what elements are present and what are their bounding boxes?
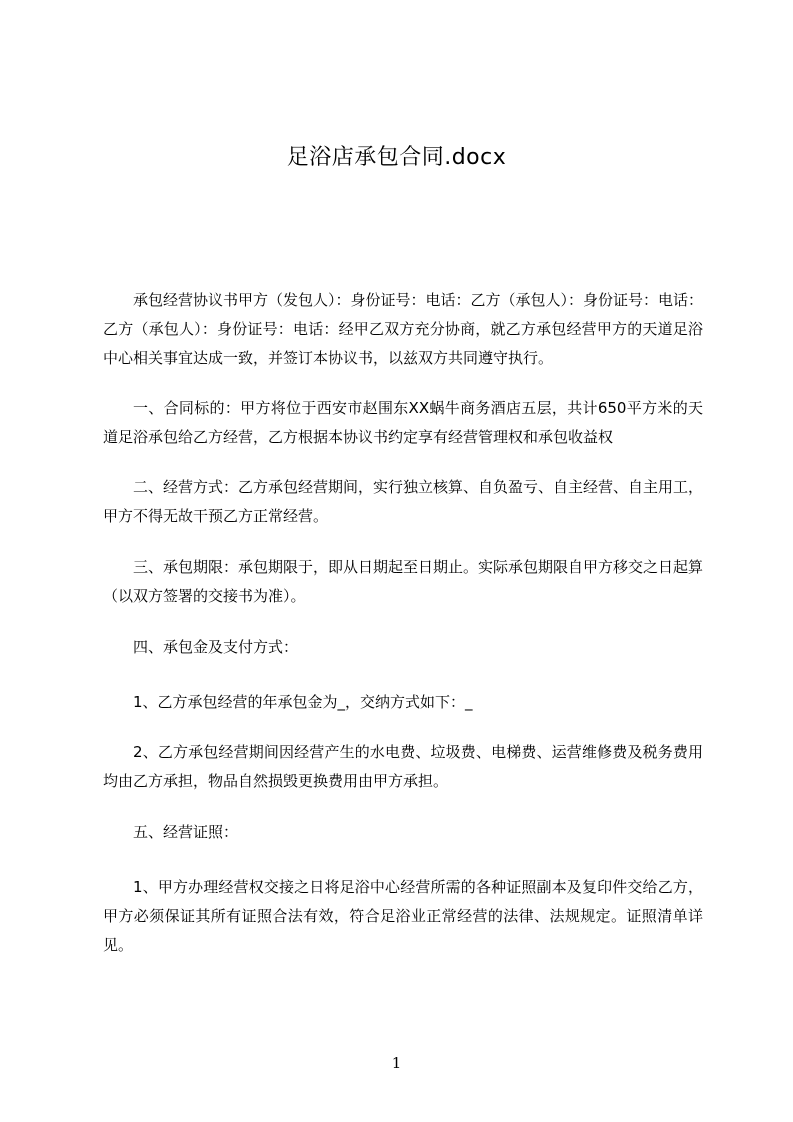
paragraph-text: 1、乙方承包经营的年承包金为_，交纳方式如下：_	[133, 693, 473, 711]
paragraph-text: 一、合同标的：甲方将位于西安市赵围东XX蜗牛商务酒店五层，共计650平方米的天道足浴承包给乙方经营，乙方根据本协议书约定享有经营管理权和承包收益权	[103, 399, 703, 446]
paragraph-contract-term	[103, 553, 703, 611]
paragraph-text: 五、经营证照：	[133, 823, 239, 841]
paragraph-license-heading	[103, 818, 703, 847]
paragraph-text: 三、承包期限：承包期限于，即从日期起至日期止。实际承包期限自甲方移交之日起算（以双方签署的交接书为准）。	[103, 558, 704, 605]
paragraph-text: 二、经营方式：乙方承包经营期间，实行独立核算、自负盈亏、自主经营、自主用工，甲方不得无故干预乙方正常经营。	[103, 478, 704, 525]
paragraph-payment-item-1	[103, 688, 703, 717]
paragraph-contract-subject	[103, 394, 703, 452]
paragraph-text: 1、甲方办理经营权交接之日将足浴中心经营所需的各种证照副本及复印件交给乙方，甲方必须保证其所有证照合法有效，符合足浴业正常经营的法律、法规规定。证照清单详见。	[103, 878, 703, 954]
paragraph-license-item-1	[103, 873, 703, 960]
paragraph-payment-item-2	[103, 738, 703, 796]
paragraph-payment-heading	[103, 633, 703, 662]
paragraph-text: 四、承包金及支付方式：	[133, 638, 299, 656]
paragraph-text: 2、乙方承包经营期间因经营产生的水电费、垃圾费、电梯费、运营维修费及税务费用均由乙方承担，物品自然损毁更换费用由甲方承担。	[103, 743, 703, 790]
page-number: 1	[391, 1054, 402, 1072]
paragraph-business-mode	[103, 473, 703, 531]
document-title: 足浴店承包合同.docx	[286, 145, 507, 170]
paragraph-text: 承包经营协议书甲方（发包人）：身份证号：电话：乙方（承包人）：身份证号：电话：乙方（承包人）：身份证号：电话：经甲乙双方充分协商，就乙方承包经营甲方的天道足浴中心相关事宜达成一致，并签订本协议书，以兹双方共同遵守执行。	[103, 291, 704, 367]
paragraph-intro	[103, 286, 703, 373]
